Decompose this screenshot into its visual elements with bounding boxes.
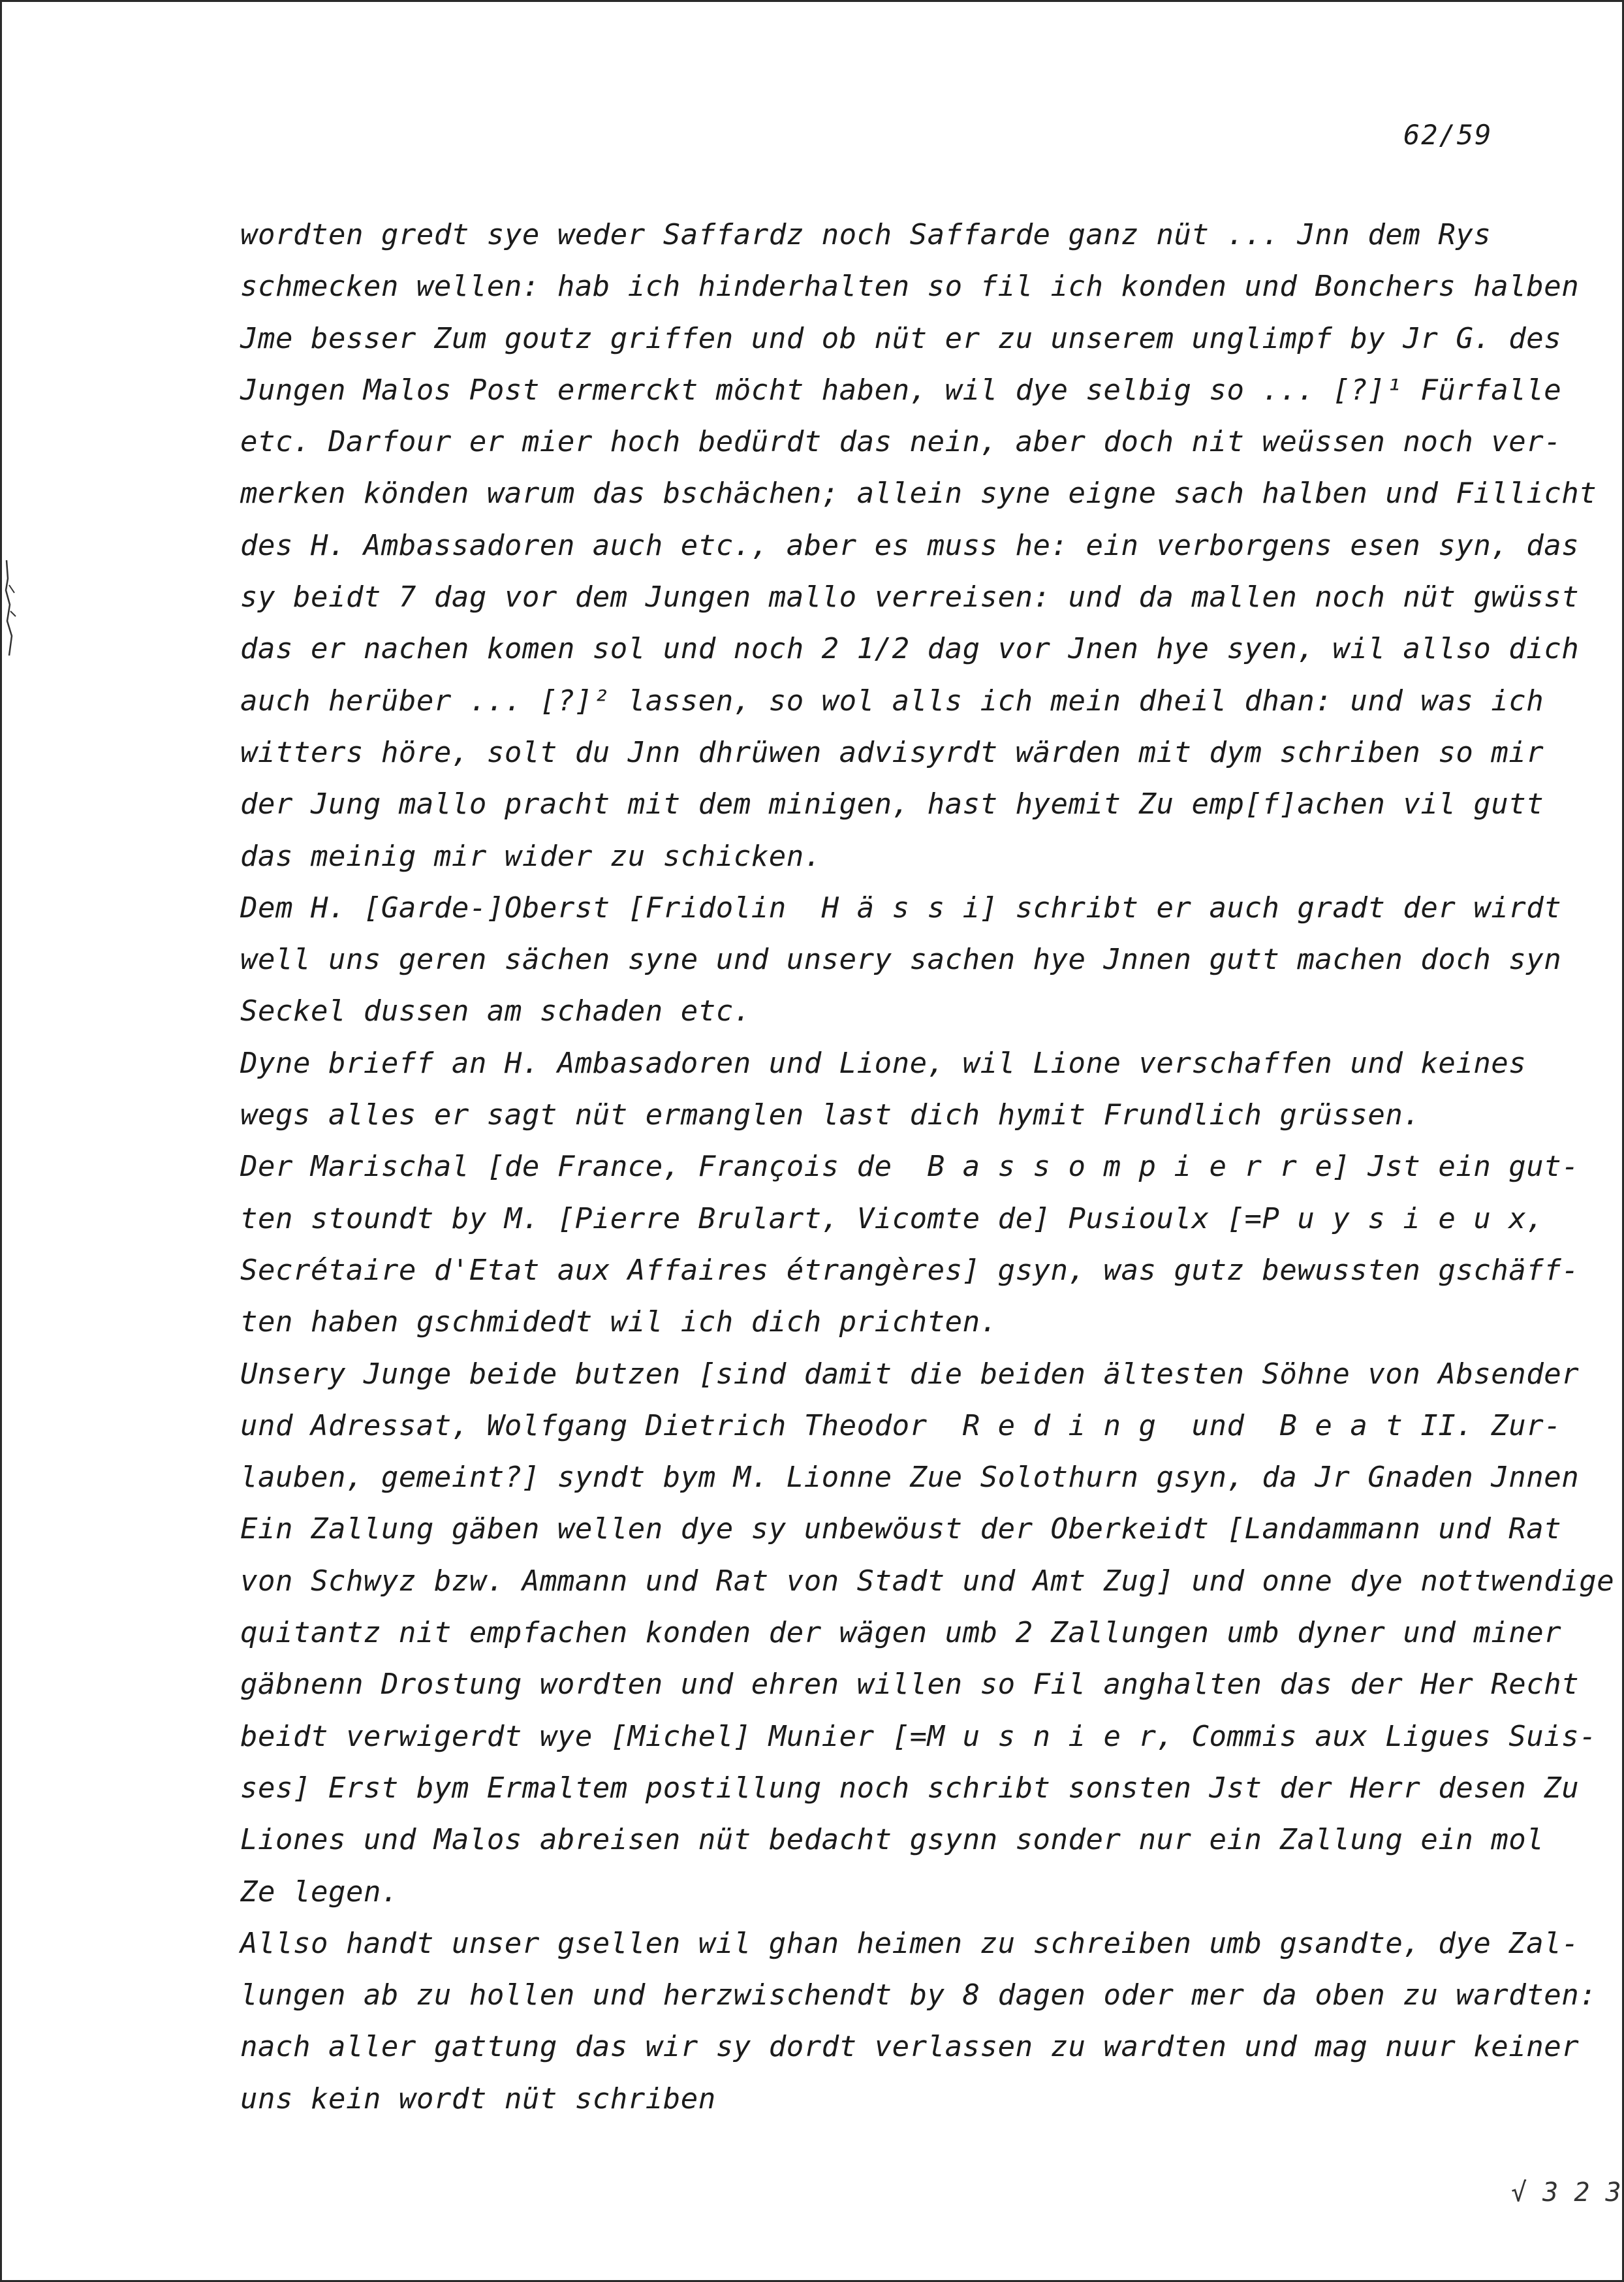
archive-number: √ 3 2 3 bbox=[1511, 2178, 1621, 2208]
text-line: Ze legen. bbox=[240, 1875, 399, 1909]
text-line: ses] Erst bym Ermaltem postillung noch schribt sonsten Jst der Herr desen Zu bbox=[240, 1771, 1580, 1805]
text-line: lungen ab zu hollen und herzwischendt by 8 dagen oder mer da oben zu wardten: bbox=[240, 1978, 1597, 2012]
margin-ink-mark bbox=[4, 559, 18, 657]
text-line: Der Marischal [de France, François de B a s s o m p i e r r e] Jst ein gut- bbox=[240, 1150, 1580, 1184]
text-line: Ein Zallung gäben wellen dye sy unbewöust der Oberkeidt [Landammann und Rat bbox=[240, 1512, 1562, 1546]
text-line: etc. Darfour er mier hoch bedürdt das nein, aber doch nit weüssen noch ver- bbox=[240, 425, 1562, 459]
text-line: Jungen Malos Post ermerckt möcht haben, wil dye selbig so ... [?]¹ Fürfalle bbox=[240, 373, 1562, 407]
text-line: von Schwyz bzw. Ammann und Rat von Stadt und Amt Zug] und onne dye nottwendige bbox=[240, 1564, 1615, 1598]
text-line: und Adressat, Wolfgang Dietrich Theodor R e d i n g und B e a t II. Zur- bbox=[240, 1408, 1562, 1442]
scan-border-left bbox=[0, 0, 2, 2282]
letter-body bbox=[240, 209, 1615, 2125]
text-line: auch herüber ... [?]² lassen, so wol alls ich mein dheil dhan: und was ich bbox=[240, 684, 1544, 718]
text-line: des H. Ambassadoren auch etc., aber es muss he: ein verborgens esen syn, das bbox=[240, 528, 1580, 562]
text-line: sy beidt 7 dag vor dem Jungen mallo verreisen: und da mallen noch nüt gwüsst bbox=[240, 580, 1580, 614]
text-line: Secrétaire d'Etat aux Affaires étrangères] gsyn, was gutz bewussten gschäff- bbox=[240, 1253, 1580, 1287]
text-line: ten haben gschmidedt wil ich dich prichten. bbox=[240, 1305, 998, 1339]
text-line: das er nachen komen sol und noch 2 1/2 dag vor Jnen hye syen, wil allso dich bbox=[240, 632, 1580, 666]
text-line: ten stoundt by M. [Pierre Brulart, Vicomte de] Pusioulx [=P u y s i e u x, bbox=[240, 1201, 1544, 1235]
text-line: uns kein wordt nüt schriben bbox=[240, 2082, 716, 2116]
text-line: Liones und Malos abreisen nüt bedacht gsynn sonder nur ein Zallung ein mol bbox=[240, 1823, 1544, 1857]
text-line: witters höre, solt du Jnn dhrüwen advisyrdt wärden mit dym schriben so mir bbox=[240, 735, 1544, 769]
text-line: quitantz nit empfachen konden der wägen umb 2 Zallungen umb dyner und miner bbox=[240, 1616, 1562, 1650]
text-line: das meinig mir wider zu schicken. bbox=[240, 839, 822, 873]
text-line: Seckel dussen am schaden etc. bbox=[240, 994, 751, 1028]
text-line: well uns geren sächen syne und unsery sachen hye Jnnen gutt machen doch syn bbox=[240, 943, 1562, 977]
text-line: Dyne brieff an H. Ambasadoren und Lione, wil Lione verschaffen und keines bbox=[240, 1046, 1527, 1080]
text-line: gäbnenn Drostung wordten und ehren willen so Fil anghalten das der Her Recht bbox=[240, 1668, 1580, 1702]
text-line: lauben, gemeint?] syndt bym M. Lionne Zue Solothurn gsyn, da Jr Gnaden Jnnen bbox=[240, 1461, 1580, 1495]
text-line: Allso handt unser gsellen wil ghan heimen zu schreiben umb gsandte, dye Zal- bbox=[240, 1926, 1580, 1960]
text-line: nach aller gattung das wir sy dordt verlassen zu wardten und mag nuur keiner bbox=[240, 2030, 1580, 2064]
text-line: beidt verwigerdt wye [Michel] Munier [=M u s n i e r, Commis aux Ligues Suis- bbox=[240, 1719, 1597, 1753]
text-line: Dem H. [Garde-]Oberst [Fridolin H ä s s i] schribt er auch gradt der wirdt bbox=[240, 891, 1562, 925]
text-line: wegs alles er sagt nüt ermanglen last dich hymit Frundlich grüssen. bbox=[240, 1098, 1421, 1132]
text-line: Unsery Junge beide butzen [sind damit die beiden ältesten Söhne von Absender bbox=[240, 1357, 1580, 1391]
text-line: merken könden warum das bschächen; allein syne eigne sach halben und Fillicht bbox=[240, 477, 1597, 511]
text-line: schmecken wellen: hab ich hinderhalten so fil ich konden und Bonchers halben bbox=[240, 270, 1580, 304]
text-line: wordten gredt sye weder Saffardz noch Saffarde ganz nüt ... Jnn dem Rys bbox=[240, 218, 1491, 251]
scan-border-top bbox=[0, 0, 1624, 2]
page-number: 62/59 bbox=[1403, 119, 1493, 151]
text-line: Jme besser Zum goutz griffen und ob nüt er zu unserem unglimpf by Jr G. des bbox=[240, 321, 1562, 355]
text-line: der Jung mallo pracht mit dem minigen, hast hyemit Zu emp[f]achen vil gutt bbox=[240, 787, 1544, 821]
